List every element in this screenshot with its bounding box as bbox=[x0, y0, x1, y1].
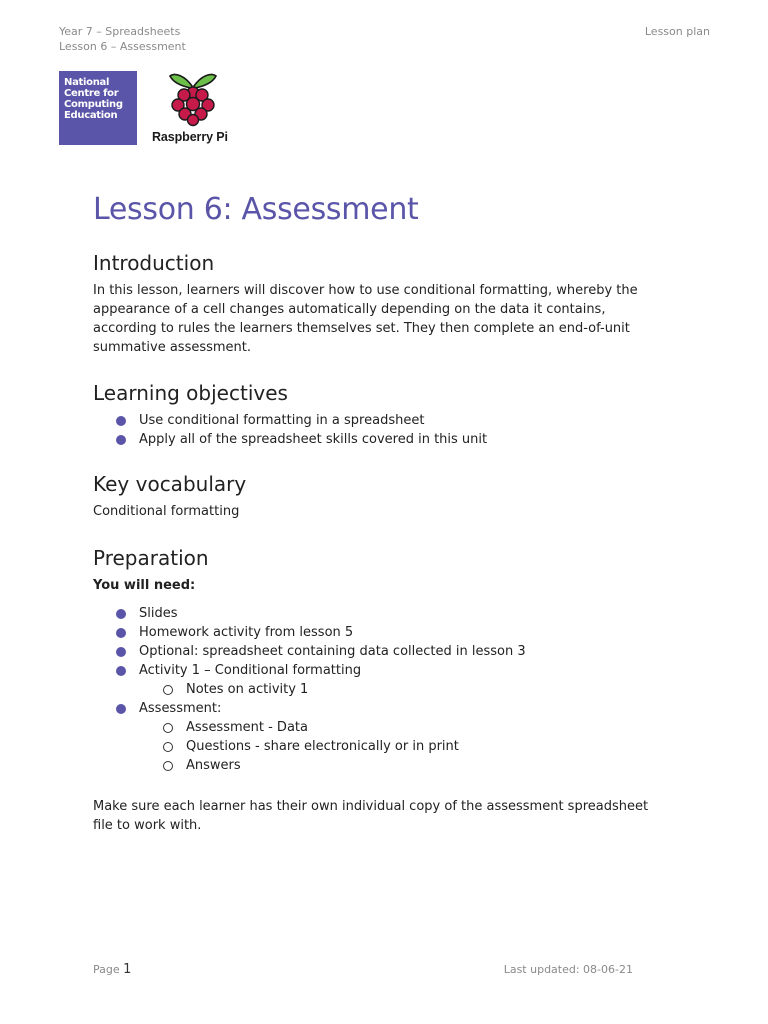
bullet-icon bbox=[116, 435, 126, 445]
header-doc-type: Lesson plan bbox=[644, 25, 710, 38]
list-item-text: Homework activity from lesson 5 bbox=[139, 625, 354, 640]
ncce-logo-line: Computing bbox=[64, 99, 123, 110]
bullet-icon bbox=[116, 666, 126, 676]
introduction-text: In this lesson, learners will discover how to use conditional formatting, whereby the appearance of a cell changes automatically depending on the data it contains, according to rules the learners themselves set. They then complete an end-of-unit summative assessment. bbox=[93, 283, 638, 355]
vocabulary-heading: Key vocabulary bbox=[93, 472, 247, 496]
list-item-text: Optional: spreadsheet containing data collected in lesson 3 bbox=[139, 644, 526, 659]
page-number-value: 1 bbox=[123, 962, 132, 977]
bullet-icon bbox=[116, 647, 126, 657]
sub-list-item bbox=[93, 718, 526, 737]
list-item bbox=[93, 604, 526, 623]
list-item bbox=[93, 623, 526, 642]
bullet-icon bbox=[116, 704, 126, 714]
preparation-heading: Preparation bbox=[93, 546, 209, 570]
list-item bbox=[93, 642, 526, 661]
bullet-icon bbox=[116, 609, 126, 619]
list-item-text: Questions - share electronically or in print bbox=[186, 739, 459, 754]
objectives-list bbox=[93, 411, 487, 449]
ncce-logo bbox=[59, 71, 137, 145]
sub-list-item bbox=[93, 756, 526, 775]
list-item-text: Activity 1 – Conditional formatting bbox=[139, 663, 362, 678]
hollow-bullet-icon bbox=[163, 761, 173, 771]
list-item-text: Assessment: bbox=[139, 701, 222, 716]
hollow-bullet-icon bbox=[163, 723, 173, 733]
raspberry-pi-wordmark: Raspberry Pi bbox=[152, 130, 228, 144]
preparation-list bbox=[93, 604, 526, 775]
list-item-text: Notes on activity 1 bbox=[186, 682, 309, 697]
introduction-heading: Introduction bbox=[93, 251, 215, 275]
bullet-icon bbox=[116, 628, 126, 638]
list-item-text: Use conditional formatting in a spreadsheet bbox=[139, 413, 425, 428]
list-item bbox=[93, 661, 526, 680]
sub-list-item bbox=[93, 680, 526, 699]
preparation-closing-text: Make sure each learner has their own individual copy of the assessment spreadsheet file to work with. bbox=[93, 799, 649, 833]
you-will-need-label: You will need: bbox=[93, 578, 196, 593]
ncce-logo-line: Centre for bbox=[64, 88, 119, 99]
page-title: Lesson 6: Assessment bbox=[93, 192, 419, 227]
document-header-left bbox=[59, 24, 186, 54]
hollow-bullet-icon bbox=[163, 742, 173, 752]
list-item bbox=[93, 430, 487, 449]
raspberry-pi-logo bbox=[152, 70, 238, 146]
sub-list-item bbox=[93, 737, 526, 756]
list-item-text: Apply all of the spreadsheet skills covered in this unit bbox=[139, 432, 488, 447]
list-item bbox=[93, 411, 487, 430]
ncce-logo-line: National bbox=[64, 77, 110, 88]
header-unit: Year 7 – Spreadsheets bbox=[59, 25, 181, 38]
list-item-text: Assessment - Data bbox=[186, 720, 308, 735]
list-item-text: Answers bbox=[186, 758, 241, 773]
page-number bbox=[93, 962, 131, 977]
raspberry-icon bbox=[167, 70, 219, 128]
page-label: Page bbox=[93, 963, 120, 976]
ncce-logo-line: Education bbox=[64, 110, 118, 121]
list-item-text: Slides bbox=[139, 606, 178, 621]
bullet-icon bbox=[116, 416, 126, 426]
list-item bbox=[93, 699, 526, 718]
hollow-bullet-icon bbox=[163, 685, 173, 695]
vocabulary-text: Conditional formatting bbox=[93, 504, 240, 519]
last-updated: Last updated: 08-06-21 bbox=[503, 963, 633, 976]
objectives-heading: Learning objectives bbox=[93, 381, 288, 405]
header-lesson: Lesson 6 – Assessment bbox=[59, 40, 186, 53]
